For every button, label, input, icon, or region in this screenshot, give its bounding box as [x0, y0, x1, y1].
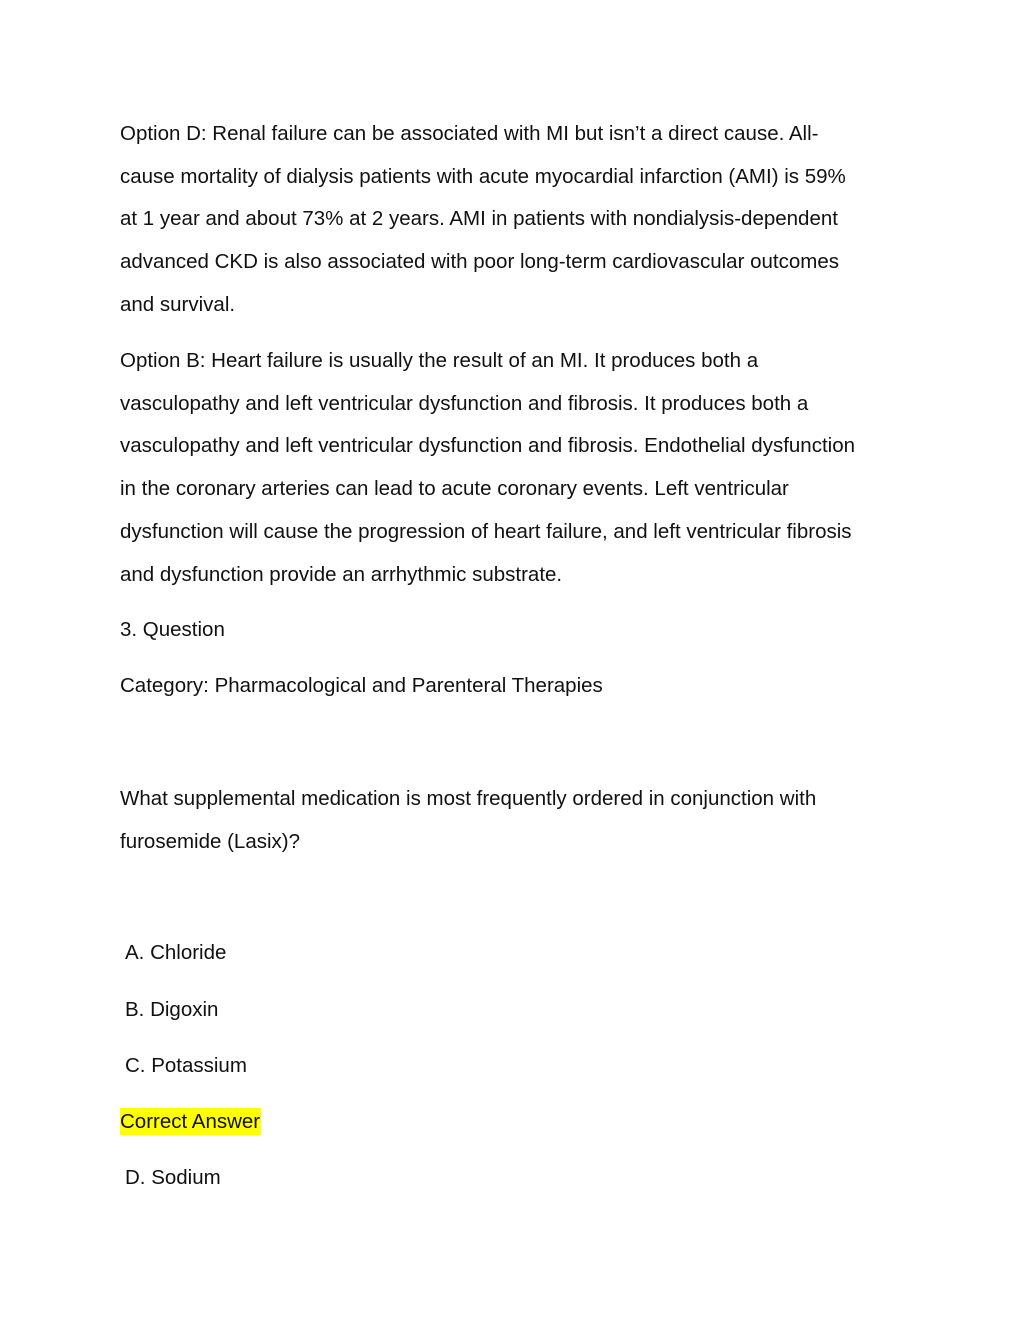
answer-option-d: D. Sodium: [125, 1166, 221, 1189]
option-b-line: in the coronary arteries can lead to acute coronary events. Left ventricular: [120, 477, 789, 501]
correct-answer-line: [120, 1101, 910, 1144]
option-b-explanation: [120, 340, 910, 596]
option-d-line: and survival.: [120, 292, 236, 316]
answer-option-c: C. Potassium: [125, 1054, 247, 1077]
answer-option-a: A. Chloride: [125, 941, 227, 964]
option-d-line: advanced CKD is also associated with poor long-term cardiovascular outcomes: [120, 250, 839, 274]
question-prompt-line: What supplemental medication is most frequently ordered in conjunction with: [120, 787, 817, 810]
question-heading: 3. Question: [120, 618, 225, 641]
option-d-explanation: [120, 113, 910, 327]
option-b-line: vasculopathy and left ventricular dysfunction and fibrosis. It produces both a: [120, 391, 809, 415]
option-b-line: vasculopathy and left ventricular dysfunction and fibrosis. Endothelial dysfunction: [120, 434, 856, 458]
option-d-line: Option D: Renal failure can be associated with MI but isn’t a direct cause. All-: [120, 122, 819, 145]
option-d-line: cause mortality of dialysis patients with acute myocardial infarction (AMI) is 59%: [120, 164, 846, 188]
correct-answer-highlight: Correct Answer: [120, 1110, 261, 1133]
answer-option-b: B. Digoxin: [125, 998, 219, 1021]
option-d-line: at 1 year and about 73% at 2 years. AMI in patients with nondialysis-dependent: [120, 207, 838, 231]
question-category: Category: Pharmacological and Parenteral Therapies: [120, 674, 603, 697]
option-b-line: and dysfunction provide an arrhythmic substrate.: [120, 562, 563, 586]
question-prompt: [120, 778, 910, 863]
option-b-line: dysfunction will cause the progression of heart failure, and left ventricular fibrosis: [120, 519, 852, 543]
option-b-line: Option B: Heart failure is usually the result of an MI. It produces both a: [120, 349, 759, 372]
question-prompt-line: furosemide (Lasix)?: [120, 829, 301, 853]
